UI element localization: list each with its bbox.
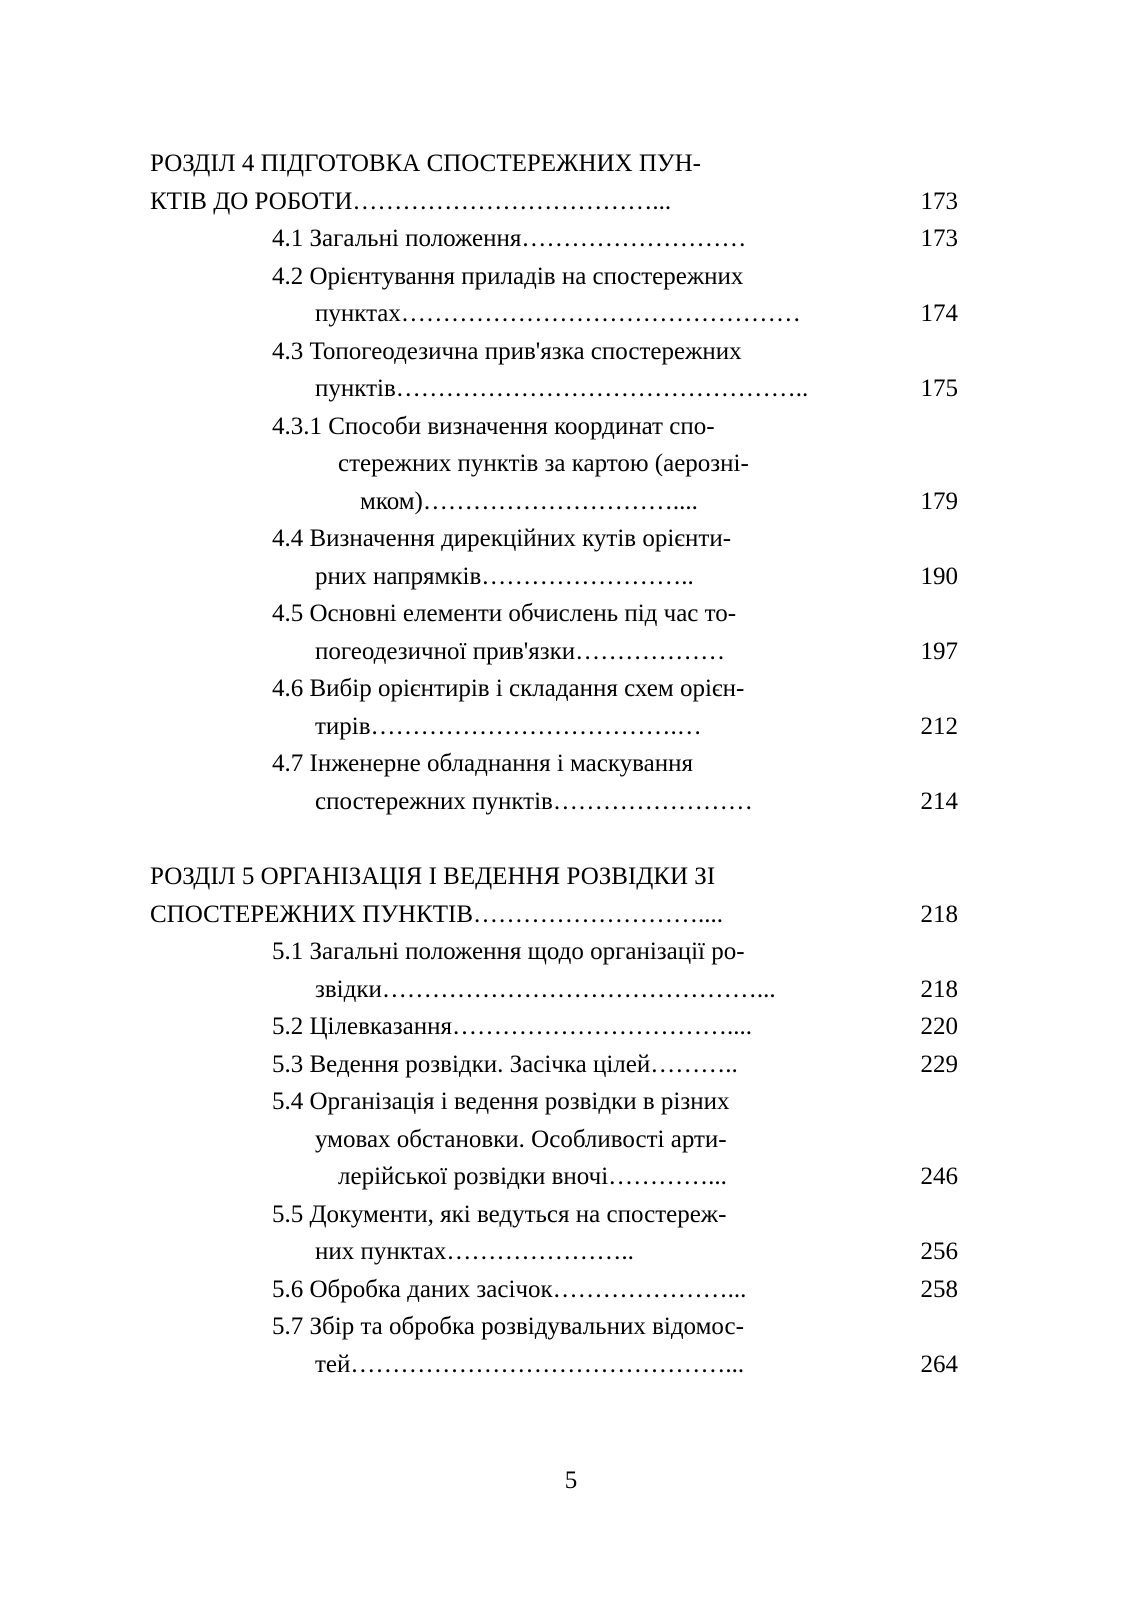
toc-entry-section-5-1: [150, 933, 958, 1008]
toc-line-text: 4.4 Визначення дирекційних кутів орієнти-: [272, 525, 732, 552]
toc-line-text: 4.7 Інженерне обладнання і маскування: [272, 750, 693, 777]
toc-line: [150, 183, 958, 221]
toc-line-text: РОЗДІЛ 4 ПІДГОТОВКА СПОСТЕРЕЖНИХ ПУН-: [150, 150, 701, 177]
toc-line: [150, 933, 958, 971]
toc-page-ref: 218: [920, 900, 958, 928]
toc-page-ref: 173: [920, 187, 958, 215]
toc-line-text: звідки………………………………………...: [315, 975, 776, 1003]
toc-page-ref: 212: [920, 712, 958, 740]
toc-line-text: пунктів…………………………………………..: [315, 375, 809, 402]
toc-entry-section-5-5: [150, 1196, 958, 1271]
toc-line-text: 5.7 Збір та обробка розвідувальних відомос-: [272, 1313, 744, 1340]
toc-line: [150, 971, 958, 1009]
toc-page-ref: 175: [920, 375, 958, 402]
toc-entry-section-4-5: [150, 595, 958, 670]
toc-line: [150, 1158, 958, 1196]
toc-entry-chapter-5: [150, 858, 958, 933]
toc-line: [150, 1008, 958, 1046]
toc-line-text: мком)…………………………....: [360, 487, 698, 515]
toc-entry-section-4-1: [150, 220, 958, 258]
toc-line: [150, 745, 958, 783]
toc-line: [150, 708, 958, 746]
toc-entry-section-5-7: [150, 1308, 958, 1383]
toc-page-ref: 197: [920, 637, 958, 665]
toc-line-text: СПОСТЕРЕЖНИХ ПУНКТІВ………………………....: [150, 900, 724, 928]
toc-line-text: погеодезичної прив'язки………………: [315, 637, 726, 665]
footer-page-number: 5: [564, 1467, 578, 1494]
toc-entry-section-5-4: [150, 1083, 958, 1196]
toc-line: [150, 370, 958, 408]
toc-page-ref: 220: [920, 1013, 958, 1040]
toc-page-ref: 174: [920, 300, 958, 327]
page-footer: [0, 1462, 1142, 1500]
toc-line-text: 4.2 Орієнтування приладів на спостережних: [272, 262, 744, 290]
toc-line: [150, 408, 958, 446]
toc-entry-section-4-3-1: [150, 408, 958, 521]
toc-list: [150, 145, 958, 1383]
toc-entry-section-4-7: [150, 745, 958, 820]
toc-line: [150, 1196, 958, 1234]
toc-page-ref: 256: [920, 1238, 958, 1265]
toc-line-text: стережних пунктів за картою (аерозні-: [338, 450, 749, 477]
toc-entry-section-4-3: [150, 333, 958, 408]
toc-page-ref: 218: [920, 975, 958, 1003]
toc-line-text: спостережних пунктів……………………: [315, 787, 753, 815]
toc-line-text: 5.4 Організація і ведення розвідки в різних: [272, 1088, 730, 1115]
toc-line: [150, 896, 958, 934]
toc-line: [150, 145, 958, 183]
toc-line: [150, 1121, 958, 1159]
toc-line-text: 4.1 Загальні положення………………………: [272, 225, 747, 252]
toc-entry-chapter-4: [150, 145, 958, 220]
toc-page-ref: 229: [920, 1050, 958, 1078]
toc-line-text: 5.2 Цілевказання……………………………....: [272, 1013, 752, 1040]
toc-line-text: 5.3 Ведення розвідки. Засічка цілей………..: [272, 1050, 738, 1078]
toc-line-text: КТІВ ДО РОБОТИ………………………………...: [150, 187, 672, 215]
toc-line-text: умовах обстановки. Особливості арти-: [315, 1125, 727, 1153]
toc-page-ref: 264: [920, 1350, 958, 1378]
toc-line: [150, 670, 958, 708]
toc-line: [150, 483, 958, 521]
toc-line: [150, 558, 958, 596]
toc-entry-section-5-2: [150, 1008, 958, 1046]
toc-line-text: тирів……………………………….…: [315, 712, 702, 740]
toc-line-text: 5.6 Обробка даних засічок…………………...: [272, 1275, 747, 1303]
toc-line: [150, 595, 958, 633]
toc-page-ref: 179: [920, 487, 958, 515]
toc-line-text: тей………………………………………...: [315, 1350, 745, 1378]
toc-line: [150, 220, 958, 258]
toc-entry-section-5-6: [150, 1271, 958, 1309]
toc-entry-section-4-2: [150, 258, 958, 333]
toc-entry-section-5-3: [150, 1046, 958, 1084]
toc-line-text: РОЗДІЛ 5 ОРГАНІЗАЦІЯ І ВЕДЕННЯ РОЗВІДКИ ЗІ: [150, 863, 716, 890]
toc-line: [150, 1271, 958, 1309]
toc-line: [150, 295, 958, 333]
toc-page-ref: 173: [920, 225, 958, 252]
toc-line-text: 4.3 Топогеодезична прив'язка спостережних: [272, 337, 742, 365]
toc-line: [150, 520, 958, 558]
toc-page-ref: 258: [920, 1275, 958, 1303]
toc-line: [150, 1308, 958, 1346]
toc-line: [150, 1046, 958, 1084]
toc-line: [150, 258, 958, 296]
toc-line-text: них пунктах…………………..: [315, 1238, 634, 1265]
toc-line-text: 5.5 Документи, які ведуться на спостереж-: [272, 1200, 727, 1228]
toc-page-ref: 190: [920, 562, 958, 590]
toc-line: [150, 1233, 958, 1271]
toc-line: [150, 858, 958, 896]
toc-line: [150, 633, 958, 671]
toc-line: [150, 333, 958, 371]
toc-page-ref: 246: [920, 1163, 958, 1190]
toc-line-text: 4.5 Основні елементи обчислень під час то-: [272, 600, 737, 627]
toc-entry-section-4-4: [150, 520, 958, 595]
toc-line-text: 4.6 Вибір орієнтирів і складання схем орієн-: [272, 675, 745, 702]
toc-page-ref: 214: [920, 787, 958, 815]
toc-line-text: лерійської розвідки вночі…………...: [338, 1163, 727, 1190]
toc-line-text: 4.3.1 Способи визначення координат спо-: [272, 412, 715, 440]
toc-line: [150, 1083, 958, 1121]
toc-entry-section-4-6: [150, 670, 958, 745]
toc-line: [150, 445, 958, 483]
toc-line-text: рних напрямків……………………..: [315, 562, 694, 590]
toc-line: [150, 783, 958, 821]
toc-line: [150, 1346, 958, 1384]
toc-line-text: 5.1 Загальні положення щодо організації ро-: [272, 938, 745, 965]
toc-line-text: пунктах…………………………………………: [315, 300, 801, 327]
